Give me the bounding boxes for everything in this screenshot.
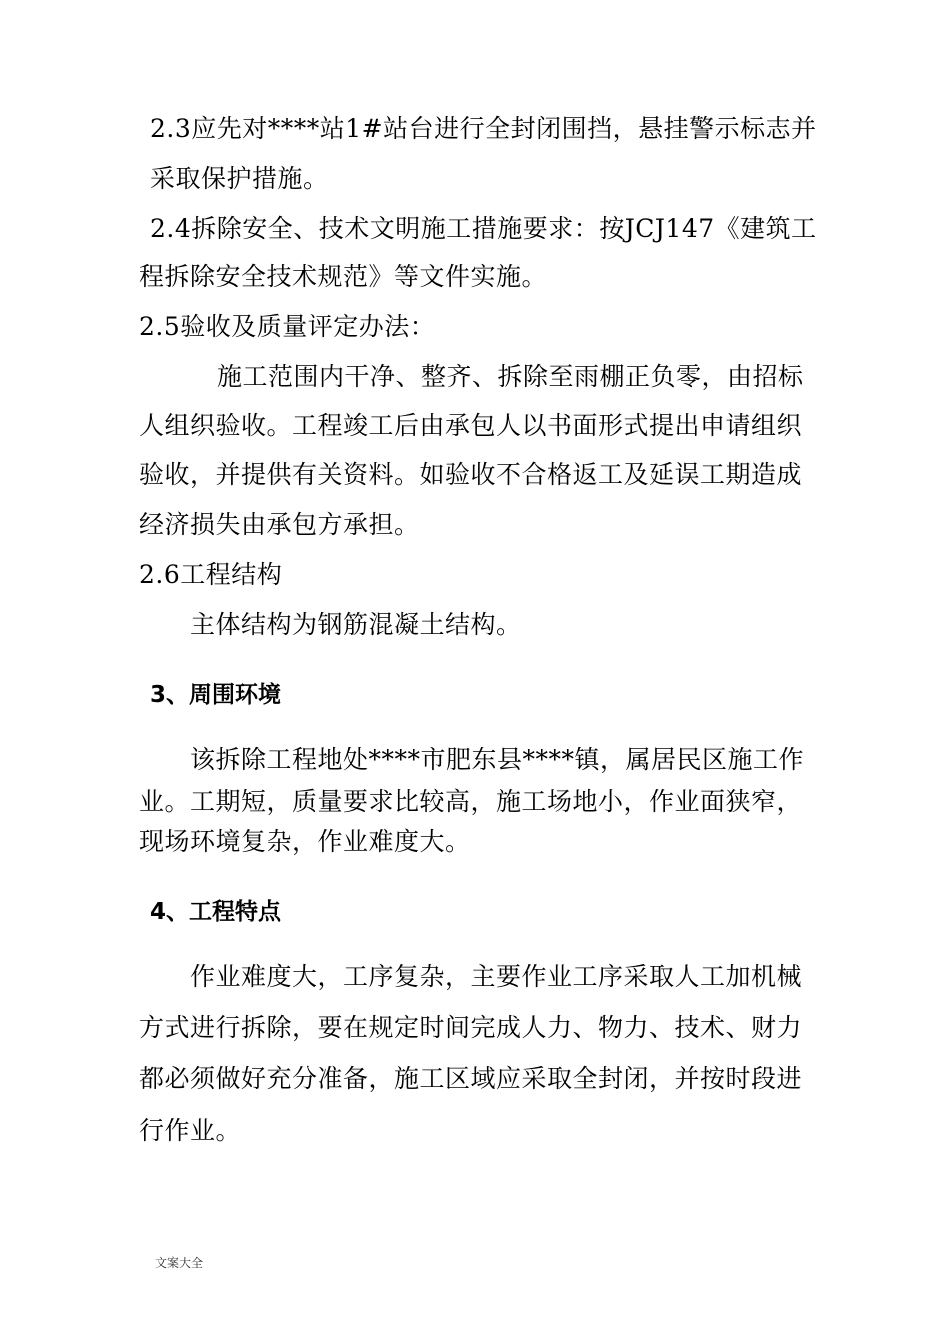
section-3-line-2: 业。工期短，质量要求比较高，施工场地小，作业面狭窄， bbox=[139, 787, 803, 816]
section-2-4-line-2: 程拆除安全技术规范》等文件实施。 bbox=[139, 262, 548, 291]
section-2-3-line-1: 2.3应先对****站1#站台进行全封闭围挡，悬挂警示标志并 bbox=[150, 114, 817, 143]
section-4-line-3: 都必须做好充分准备，施工区域应采取全封闭，并按时段进 bbox=[139, 1064, 803, 1093]
page-footer: 文案大全 bbox=[155, 1256, 204, 1270]
section-2-5-line-1: 施工范围内干净、整齐、拆除至雨棚正负零，由招标 bbox=[217, 362, 804, 391]
section-4-line-1: 作业难度大，工序复杂，主要作业工序采取人工加机械 bbox=[190, 962, 803, 991]
section-2-6-line-1: 主体结构为钢筋混凝土结构。 bbox=[190, 610, 522, 639]
section-4-line-2: 方式进行拆除，要在规定时间完成人力、物力、技术、财力 bbox=[139, 1013, 803, 1042]
section-3-line-1: 该拆除工程地处****市肥东县****镇，属居民区施工作 bbox=[190, 745, 805, 774]
section-2-5-line-2: 人组织验收。工程竣工后由承包人以书面形式提出申请组织 bbox=[139, 411, 803, 440]
section-4-heading: 4、工程特点 bbox=[150, 899, 282, 925]
section-2-4-line-1: 2.4拆除安全、技术文明施工措施要求：按JCJ147《建筑工 bbox=[150, 214, 817, 243]
section-2-3-line-2: 采取保护措施。 bbox=[150, 164, 329, 193]
section-3-line-3: 现场环境复杂，作业难度大。 bbox=[139, 827, 471, 856]
section-2-5-title: 2.5验收及质量评定办法： bbox=[139, 312, 436, 341]
section-3-heading: 3、周围环境 bbox=[150, 682, 282, 708]
section-2-6-title: 2.6工程结构 bbox=[139, 560, 283, 589]
section-2-5-line-4: 经济损失由承包方承担。 bbox=[139, 510, 420, 539]
section-2-5-line-3: 验收，并提供有关资料。如验收不合格返工及延误工期造成 bbox=[139, 460, 803, 489]
section-4-line-4: 行作业。 bbox=[139, 1116, 242, 1145]
